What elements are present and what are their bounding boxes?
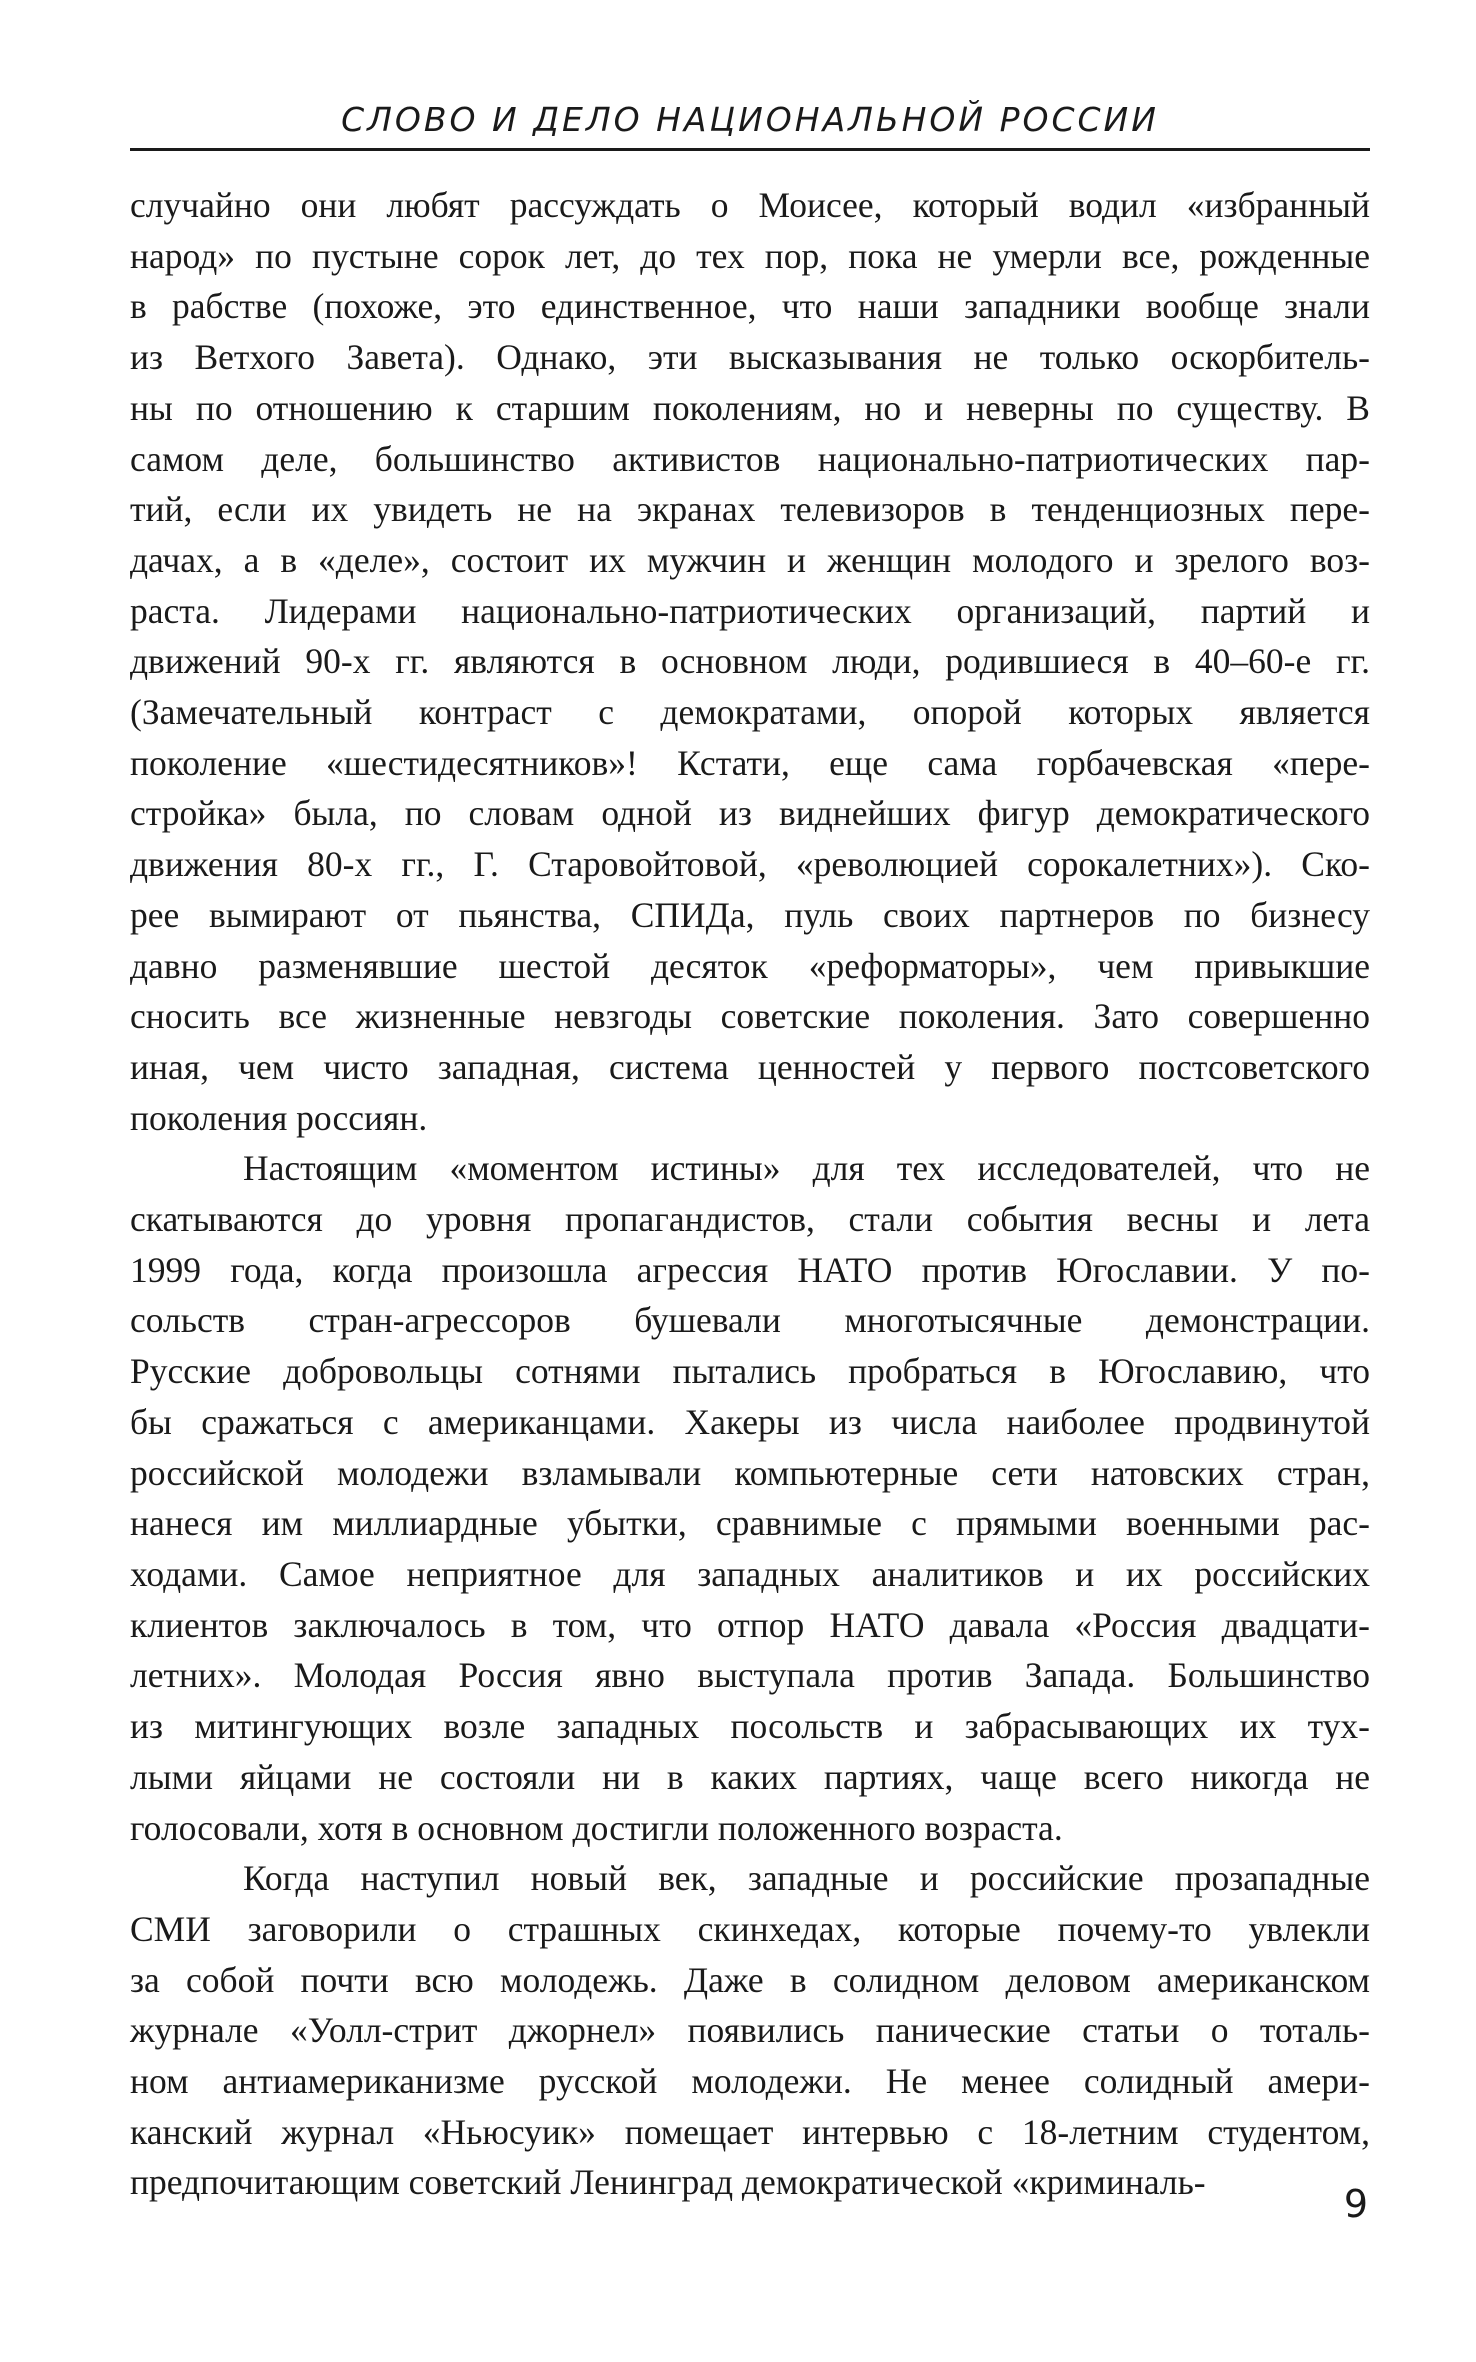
page-number: 9 [1343, 2182, 1368, 2226]
text-line: давно разменявшие шестой десяток «реформаторы», чем привыкшие [130, 945, 1370, 986]
text-line: движений 90-х гг. являются в основном люди, родившиеся в 40–60-е гг. [130, 641, 1370, 682]
text-line: сносить все жизненные невзгоды советские поколения. Зато совершенно [130, 996, 1370, 1037]
text-line: ходами. Самое неприятное для западных аналитиков и их российских [130, 1553, 1370, 1594]
text-line: ны по отношению к старшим поколениям, но и неверны по существу. В [130, 387, 1370, 428]
text-line: ном антиамериканизме русской молодежи. Не менее солидный амери- [130, 2061, 1370, 2102]
paragraph [130, 180, 1370, 1143]
text-line: нанеся им миллиардные убытки, сравнимые с прямыми военными рас- [130, 1503, 1370, 1544]
text-line: из митингующих возле западных посольств и забрасывающих их тух- [130, 1706, 1370, 1747]
text-line: движения 80-х гг., Г. Старовойтовой, «революцией сорокалетних»). Ско- [130, 844, 1370, 885]
paragraph [130, 1143, 1370, 1853]
text-line: дачах, а в «деле», состоит их мужчин и женщин молодого и зрелого воз- [130, 539, 1370, 580]
text-line: клиентов заключалось в том, что отпор НАТО давала «Россия двадцати- [130, 1604, 1370, 1645]
paragraph [130, 1853, 1370, 2208]
text-line: лыми яйцами не состояли ни в каких партиях, чаще всего никогда не [130, 1756, 1370, 1797]
text-line: из Ветхого Завета). Однако, эти высказывания не только оскорбитель- [130, 337, 1370, 378]
text-line: голосовали, хотя в основном достигли положенного возраста. [130, 1807, 1063, 1848]
text-line: скатываются до уровня пропагандистов, стали события весны и лета [130, 1199, 1370, 1240]
text-line: поколение «шестидесятников»! Кстати, еще сама горбачевская «пере- [130, 742, 1370, 783]
text-line: Когда наступил новый век, западные и российские прозападные [243, 1858, 1370, 1899]
text-line: журнале «Уолл-стрит джорнел» появились панические статьи о тоталь- [130, 2010, 1370, 2051]
text-line: СМИ заговорили о страшных скинхедах, которые почему-то увлекли [130, 1908, 1370, 1949]
running-title: СЛОВО И ДЕЛО НАЦИОНАЛЬНОЙ РОССИИ [341, 100, 1159, 139]
text-line: случайно они любят рассуждать о Моисее, который водил «избранный [130, 185, 1370, 225]
text-line: сольств стран-агрессоров бушевали многотысячные демонстрации. [130, 1300, 1370, 1341]
text-line: за собой почти всю молодежь. Даже в солидном деловом американском [130, 1959, 1370, 2000]
text-line: канский журнал «Ньюсуик» помещает интервью с 18-летним студентом, [130, 2111, 1370, 2152]
text-line: предпочитающим советский Ленинград демократической «криминаль- [130, 2162, 1206, 2203]
text-line: (Замечательный контраст с демократами, опорой которых является [130, 692, 1370, 733]
text-line: Настоящим «моментом истины» для тех исследователей, что не [243, 1148, 1370, 1189]
text-line: российской молодежи взламывали компьютерные сети натовских стран, [130, 1452, 1370, 1493]
text-line: стройка» была, по словам одной из виднейших фигур демократического [130, 793, 1370, 834]
text-line: самом деле, большинство активистов национально-патриотических пар- [130, 438, 1370, 479]
text-line: летних». Молодая Россия явно выступала против Запада. Большинство [130, 1655, 1370, 1696]
text-line: раста. Лидерами национально-патриотических организаций, партий и [130, 590, 1370, 631]
text-line: Русские добровольцы сотнями пытались пробраться в Югославию, что [130, 1351, 1370, 1392]
text-line: иная, чем чисто западная, система ценностей у первого постсоветского [130, 1046, 1370, 1087]
text-line: поколения россиян. [130, 1097, 428, 1138]
text-line: бы сражаться с американцами. Хакеры из числа наиболее продвинутой [130, 1401, 1370, 1442]
running-header [130, 92, 1370, 151]
body-text [130, 180, 1370, 2208]
text-line: 1999 года, когда произошла агрессия НАТО против Югославии. У по- [130, 1249, 1370, 1290]
text-line: в рабстве (похоже, это единственное, что наши западники вообще знали [130, 286, 1370, 327]
text-line: народ» по пустыне сорок лет, до тех пор, пока не умерли все, рожденные [130, 235, 1370, 276]
text-line: тий, если их увидеть не на экранах телевизоров в тенденциозных пере- [130, 489, 1370, 530]
text-line: рее вымирают от пьянства, СПИДа, пуль своих партнеров по бизнесу [130, 894, 1370, 935]
